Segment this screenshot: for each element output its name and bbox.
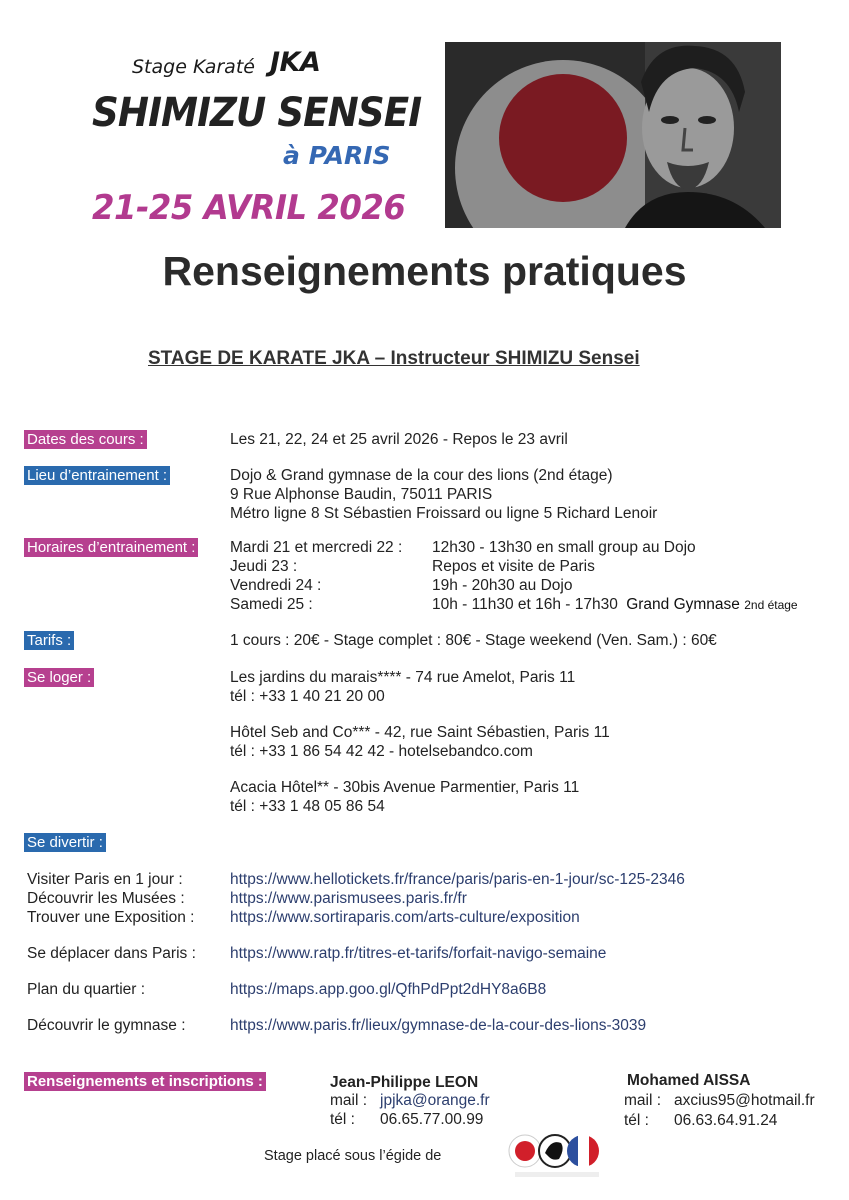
lieu-line: Dojo & Grand gymnase de la cour des lions (2nd étage) [230,467,613,484]
stage-karate-label: Stage Karaté [132,56,255,78]
divertir-item-label: Plan du quartier : [27,981,146,998]
sensei-name: SHIMIZU SENSEI [92,90,422,136]
horaire-time [432,595,798,615]
contact-mail[interactable]: jpjka@orange.fr [380,1092,490,1109]
divertir-item-label: Découvrir les Musées : [27,890,185,907]
horaire-day: Samedi 25 : [230,596,313,613]
loger-label: Se loger : [24,668,94,687]
portrait-illustration [445,42,781,228]
horaire-venue: Grand Gymnase [626,596,740,613]
divertir-item-label: Découvrir le gymnase : [27,1017,186,1034]
hotel-contact: tél : +33 1 48 05 86 54 [230,798,385,815]
contacts-label: Renseignements et inscriptions : [24,1072,266,1091]
dates-value: Les 21, 22, 24 et 25 avril 2026 - Repos le 23 avril [230,431,568,448]
contact-name: Jean-Philippe LEON [330,1074,479,1091]
page-subtitle: STAGE DE KARATE JKA – Instructeur SHIMIZU Sensei [148,348,640,369]
horaires-label: Horaires d’entrainement : [24,538,198,557]
egide-text: Stage placé sous l’égide de [264,1148,442,1164]
horaire-time: 12h30 - 13h30 en small group au Dojo [432,539,696,556]
tarifs-label: Tarifs : [24,631,74,650]
horaire-day: Jeudi 23 : [230,558,298,575]
jka-label: JKA [270,47,321,78]
contact-tel-label: tél : [624,1112,649,1129]
contact-mail[interactable]: axcius95@hotmail.fr [674,1092,815,1109]
hotel-name: Les jardins du marais**** - 74 rue Amelot, Paris 11 [230,669,576,686]
hotel-name: Hôtel Seb and Co*** - 42, rue Saint Sébastien, Paris 11 [230,724,610,741]
contact-mail-label: mail : [330,1092,368,1109]
divertir-link[interactable]: https://www.sortiraparis.com/arts-culture/exposition [230,909,580,926]
contact-tel-label: tél : [330,1111,355,1128]
divertir-item-label: Se déplacer dans Paris : [27,945,196,962]
divertir-link[interactable]: https://www.ratp.fr/titres-et-tarifs/forfait-navigo-semaine [230,945,607,962]
hotel-contact: tél : +33 1 40 21 20 00 [230,688,385,705]
horaire-time: Repos et visite de Paris [432,558,595,575]
divertir-label: Se divertir : [24,833,106,852]
horaire-floor: 2nd étage [744,598,798,612]
hotel-contact: tél : +33 1 86 54 42 42 - hotelsebandco.com [230,743,533,760]
divertir-item-label: Trouver une Exposition : [27,909,195,926]
jka-france-logo [505,1131,603,1179]
horaire-time-text: 10h - 11h30 et 16h - 17h30 [432,596,618,613]
divertir-item-label: Visiter Paris en 1 jour : [27,871,183,888]
location-label: à PARIS [283,141,391,170]
horaire-time: 19h - 20h30 au Dojo [432,577,573,594]
lieu-line: Métro ligne 8 St Sébastien Froissard ou ligne 5 Richard Lenoir [230,505,658,522]
contact-tel: 06.65.77.00.99 [380,1111,484,1128]
tarifs-value: 1 cours : 20€ - Stage complet : 80€ - Stage weekend (Ven. Sam.) : 60€ [230,632,717,649]
lieu-label: Lieu d’entrainement : [24,466,170,485]
divertir-link[interactable]: https://www.hellotickets.fr/france/paris/paris-en-1-jour/sc-125-2346 [230,871,685,888]
horaire-day: Mardi 21 et mercredi 22 : [230,539,403,556]
event-dates: 21-25 AVRIL 2026 [92,188,406,228]
hotel-name: Acacia Hôtel** - 30bis Avenue Parmentier, Paris 11 [230,779,580,796]
sensei-portrait [445,42,781,228]
contact-mail-label: mail : [624,1092,662,1109]
divertir-link[interactable]: https://www.parismusees.paris.fr/fr [230,890,467,907]
divertir-link[interactable]: https://www.paris.fr/lieux/gymnase-de-la-cour-des-lions-3039 [230,1017,647,1034]
jka-france-logo-graphic [505,1131,603,1179]
lieu-line: 9 Rue Alphonse Baudin, 75011 PARIS [230,486,493,503]
divertir-link[interactable]: https://maps.app.goo.gl/QfhPdPpt2dHY8a6B8 [230,981,547,998]
contact-tel: 06.63.64.91.24 [674,1112,778,1129]
dates-label: Dates des cours : [24,430,147,449]
contact-name: Mohamed AISSA [627,1072,751,1089]
page-title: Renseignements pratiques [162,248,687,294]
horaire-day: Vendredi 24 : [230,577,322,594]
